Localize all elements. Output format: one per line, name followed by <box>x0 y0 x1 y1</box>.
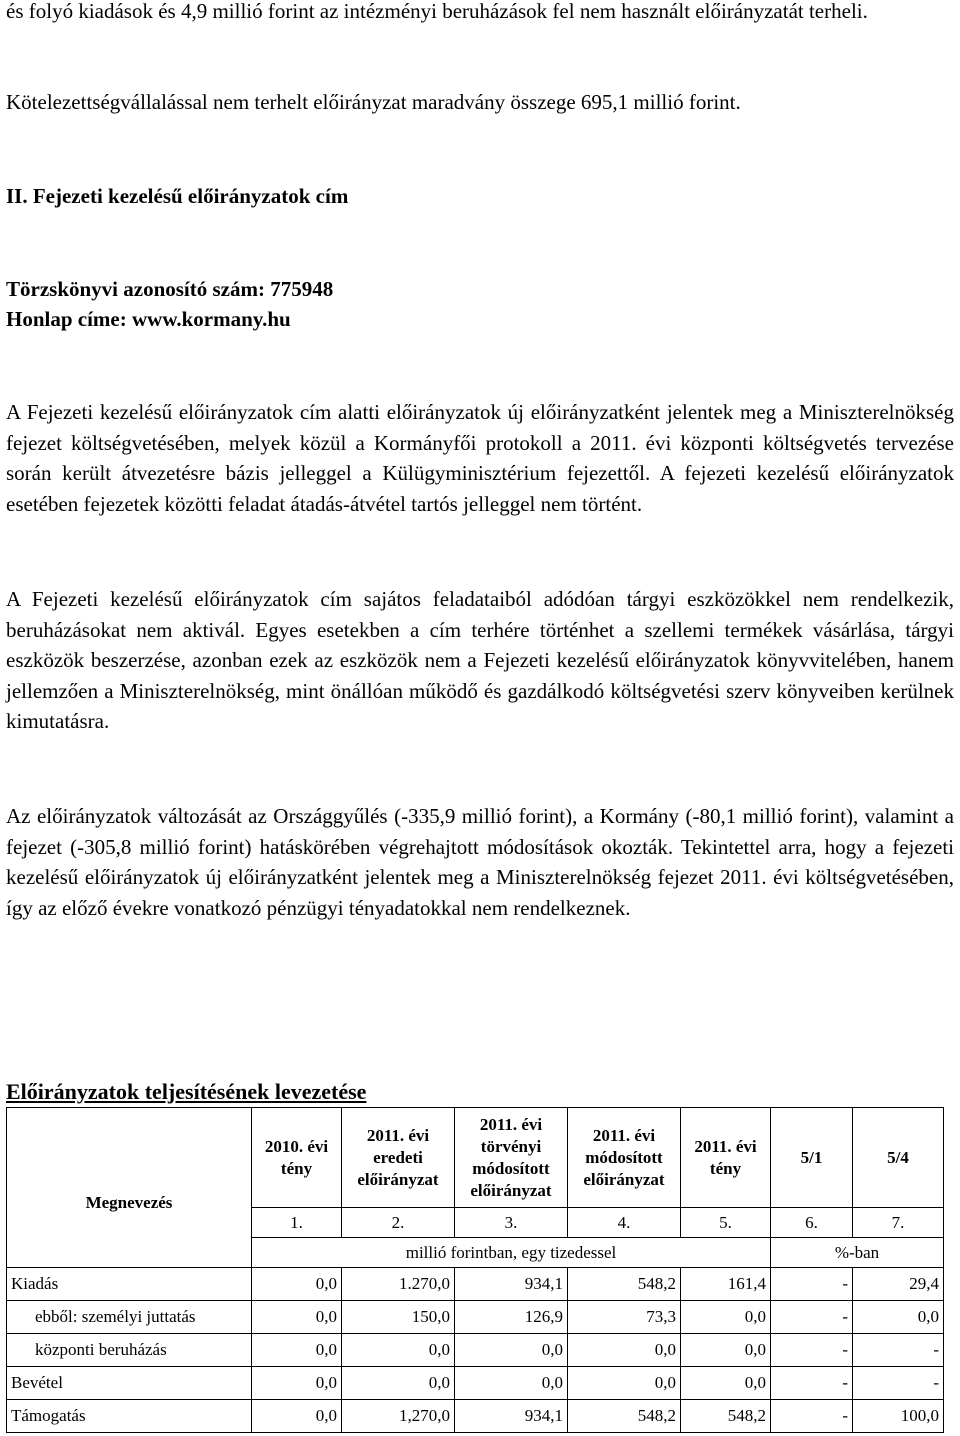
cell-value: - <box>771 1268 853 1301</box>
cell-value: 0,0 <box>681 1334 771 1367</box>
unit-amount: millió forintban, egy tizedessel <box>252 1238 771 1268</box>
row-label: Támogatás <box>7 1400 252 1433</box>
body-paragraph-3: Az előirányzatok változását az Országgyűlés (-335,9 millió forint), a Kormány (-80,1 millió forint), valamint a fejezet (-305,8 millió forint) hatáskörében végrehajtott módosítások okozták. Tekintettel arra, hogy a fejezeti kezelésű előirányzatok új előirányzatként jelentek meg a Miniszterelnökség fejezet 2011. évi költségvetésében, így az előző évekre vonatkozó pénzügyi tényadatokkal nem rendelkeznek. <box>6 804 954 920</box>
cell-value: - <box>771 1301 853 1334</box>
table-row <box>7 1268 944 1301</box>
header-col-7: 5/4 <box>853 1108 944 1208</box>
cell-value: 934,1 <box>455 1268 568 1301</box>
col-number: 2. <box>342 1208 455 1238</box>
row-label: Bevétel <box>7 1367 252 1400</box>
cell-value: - <box>771 1400 853 1433</box>
cell-value: 126,9 <box>455 1301 568 1334</box>
cell-value: 934,1 <box>455 1400 568 1433</box>
col-number: 5. <box>681 1208 771 1238</box>
cell-value: - <box>771 1367 853 1400</box>
table-row <box>7 1334 944 1367</box>
cell-value: - <box>853 1334 944 1367</box>
row-label: ebből: személyi juttatás <box>7 1301 252 1334</box>
cell-value: 1,270,0 <box>342 1400 455 1433</box>
cell-value: 0,0 <box>252 1268 342 1301</box>
table-header-row <box>7 1108 944 1208</box>
table-row <box>7 1400 944 1433</box>
header-megnevezes: Megnevezés <box>7 1108 252 1268</box>
cell-value: 0,0 <box>252 1334 342 1367</box>
cell-value: 0,0 <box>568 1367 681 1400</box>
table-row <box>7 1367 944 1400</box>
unit-percent: %-ban <box>771 1238 944 1268</box>
cell-value: 548,2 <box>681 1400 771 1433</box>
registry-number: Törzskönyvi azonosító szám: 775948 <box>6 277 334 301</box>
cell-value: 1.270,0 <box>342 1268 455 1301</box>
cell-value: 0,0 <box>252 1301 342 1334</box>
header-col-2: 2011. évi eredeti előirányzat <box>342 1108 455 1208</box>
budget-table <box>6 1107 944 1433</box>
header-col-5: 2011. évi tény <box>681 1108 771 1208</box>
row-label: Kiadás <box>7 1268 252 1301</box>
header-col-4: 2011. évi módosított előirányzat <box>568 1108 681 1208</box>
cell-value: 0,0 <box>853 1301 944 1334</box>
col-number: 3. <box>455 1208 568 1238</box>
cell-value: 0,0 <box>681 1367 771 1400</box>
cell-value: 0,0 <box>342 1334 455 1367</box>
body-paragraph-2: A Fejezeti kezelésű előirányzatok cím sajátos feladataiból adódóan tárgyi eszközökkel nem rendelkezik, beruházásokat nem aktivál. Egyes esetekben a cím terhére történhet a szellemi termékek vásárlása, tárgyi eszközök beszerzése, azonban ezek az eszközök nem a Fejezeti kezelésű előirányzatok könyvvitelében, hanem jellemzően a Miniszterelnökség, mint önállóan működő és gazdálkodó költségvetési szerv könyveiben kerülnek kimutatásra. <box>6 587 954 733</box>
col-number: 4. <box>568 1208 681 1238</box>
cell-value: 0,0 <box>681 1301 771 1334</box>
cell-value: 0,0 <box>252 1400 342 1433</box>
cell-value: 0,0 <box>455 1367 568 1400</box>
cell-value: 548,2 <box>568 1268 681 1301</box>
cell-value: 0,0 <box>252 1367 342 1400</box>
cell-value: - <box>853 1367 944 1400</box>
header-col-1: 2010. évi tény <box>252 1108 342 1208</box>
body-paragraph-1: A Fejezeti kezelésű előirányzatok cím alatti előirányzatok új előirányzatként jelentek meg a Miniszterelnökség fejezet költségvetésében, melyek közül a Kormányfői protokoll a 2011. évi központi költségvetés tervezése során került átvezetésre bázis jelleggel a Külügyminisztérium fejezettől. A fejezeti kezelésű előirányzatok esetében fejezetek közötti feladat átadás-átvétel tartós jelleggel nem történt. <box>6 400 954 516</box>
cell-value: 100,0 <box>853 1400 944 1433</box>
header-col-6: 5/1 <box>771 1108 853 1208</box>
cell-value: 0,0 <box>568 1334 681 1367</box>
cell-value: - <box>771 1334 853 1367</box>
section-title: II. Fejezeti kezelésű előirányzatok cím <box>6 184 349 208</box>
cell-value: 548,2 <box>568 1400 681 1433</box>
cell-value: 150,0 <box>342 1301 455 1334</box>
row-label: központi beruházás <box>7 1334 252 1367</box>
cell-value: 161,4 <box>681 1268 771 1301</box>
header-col-3: 2011. évi törvényi módosított előirányzat <box>455 1108 568 1208</box>
website-line: Honlap címe: www.kormany.hu <box>6 307 291 331</box>
cell-value: 0,0 <box>455 1334 568 1367</box>
table-row <box>7 1301 944 1334</box>
intro-paragraph: és folyó kiadások és 4,9 millió forint az intézményi beruházások fel nem használt előirányzatát terheli. <box>6 0 868 23</box>
remainder-sentence: Kötelezettségvállalással nem terhelt előirányzat maradvány összege 695,1 millió forint. <box>6 90 741 114</box>
col-number: 1. <box>252 1208 342 1238</box>
col-number: 6. <box>771 1208 853 1238</box>
cell-value: 29,4 <box>853 1268 944 1301</box>
cell-value: 0,0 <box>342 1367 455 1400</box>
col-number: 7. <box>853 1208 944 1238</box>
cell-value: 73,3 <box>568 1301 681 1334</box>
table-heading: Előirányzatok teljesítésének levezetése <box>6 1079 367 1104</box>
